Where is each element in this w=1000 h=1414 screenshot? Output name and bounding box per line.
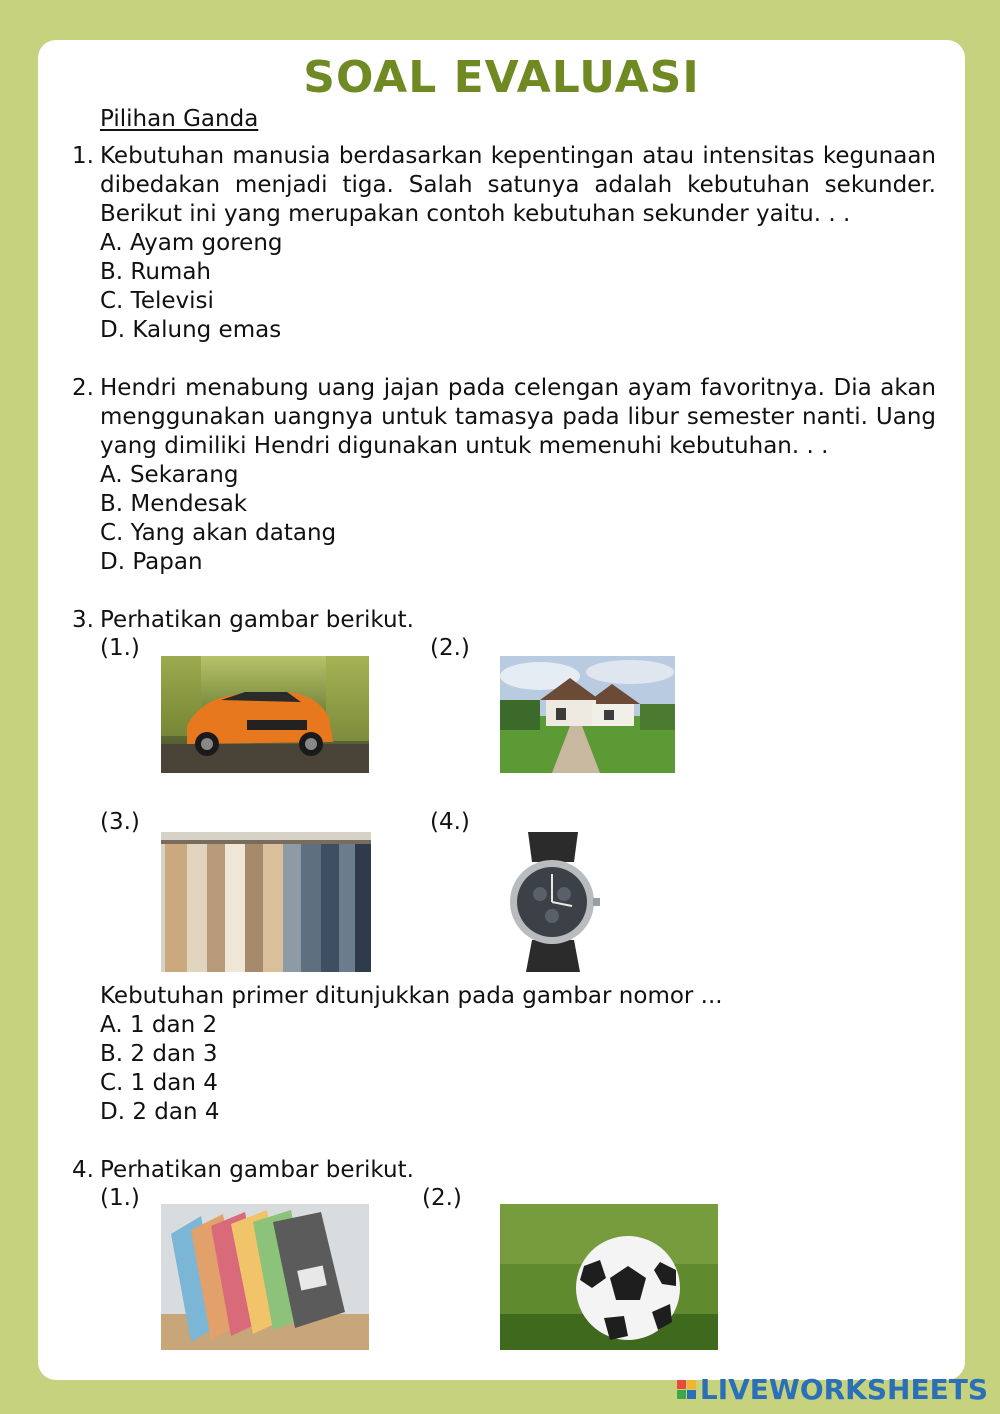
question-3-label-1: (1.) (100, 635, 140, 661)
books-image (161, 1204, 369, 1350)
question-3-label-2: (2.) (430, 635, 470, 661)
question-3-label-4: (4.) (430, 809, 470, 835)
question-2-option-a: A. Sekarang (100, 462, 239, 488)
section-label: Pilihan Ganda (100, 106, 259, 132)
worksheet-page (38, 40, 965, 1380)
question-1-text: Kebutuhan manusia berdasarkan kepentingan atau intensitas kegunaan dibedakan menjadi tiga. Salah satunya adalah kebutuhan sekunder. Berikut ini yang merupakan contoh kebutuhan sekunder yaitu. . . (100, 143, 936, 227)
brand-mark-icon (677, 1380, 696, 1399)
question-3-number: 3. (72, 607, 94, 633)
page-title: SOAL EVALUASI (303, 52, 700, 103)
question-3-option-d: D. 2 dan 4 (100, 1099, 220, 1125)
liveworksheets-logo (677, 1373, 988, 1406)
question-2-option-c: C. Yang akan datang (100, 520, 337, 546)
question-1-option-d: D. Kalung emas (100, 317, 282, 343)
car-image (161, 656, 369, 773)
question-3-option-c: C. 1 dan 4 (100, 1070, 218, 1096)
question-1-number: 1. (72, 143, 94, 169)
question-4-number: 4. (72, 1157, 94, 1183)
clothes-rack-image (161, 832, 371, 972)
question-2-number: 2. (72, 375, 94, 401)
question-1-option-b: B. Rumah (100, 259, 212, 285)
football-image (500, 1204, 718, 1350)
brand-name: LIVEWORKSHEETS (699, 1373, 988, 1406)
question-4-text: Perhatikan gambar berikut. (100, 1157, 414, 1183)
question-2-option-b: B. Mendesak (100, 491, 248, 517)
question-2-option-d: D. Papan (100, 549, 203, 575)
question-2-text: Hendri menabung uang jajan pada celengan ayam favoritnya. Dia akan menggunakan uangnya untuk tamasya pada libur semester nanti. Uang yang dimiliki Hendri digunakan untuk memenuhi kebutuhan. . . (100, 375, 936, 459)
question-3-prompt: Kebutuhan primer ditunjukkan pada gambar nomor ... (100, 983, 723, 1009)
question-3-option-a: A. 1 dan 2 (100, 1012, 218, 1038)
question-1-option-c: C. Televisi (100, 288, 214, 314)
question-3-text: Perhatikan gambar berikut. (100, 607, 414, 633)
house-image (500, 656, 675, 773)
wristwatch-image (500, 832, 605, 972)
question-4-label-2: (2.) (422, 1185, 462, 1211)
question-3-label-3: (3.) (100, 809, 140, 835)
question-1-option-a: A. Ayam goreng (100, 230, 283, 256)
question-4-label-1: (1.) (100, 1185, 140, 1211)
question-3-option-b: B. 2 dan 3 (100, 1041, 218, 1067)
